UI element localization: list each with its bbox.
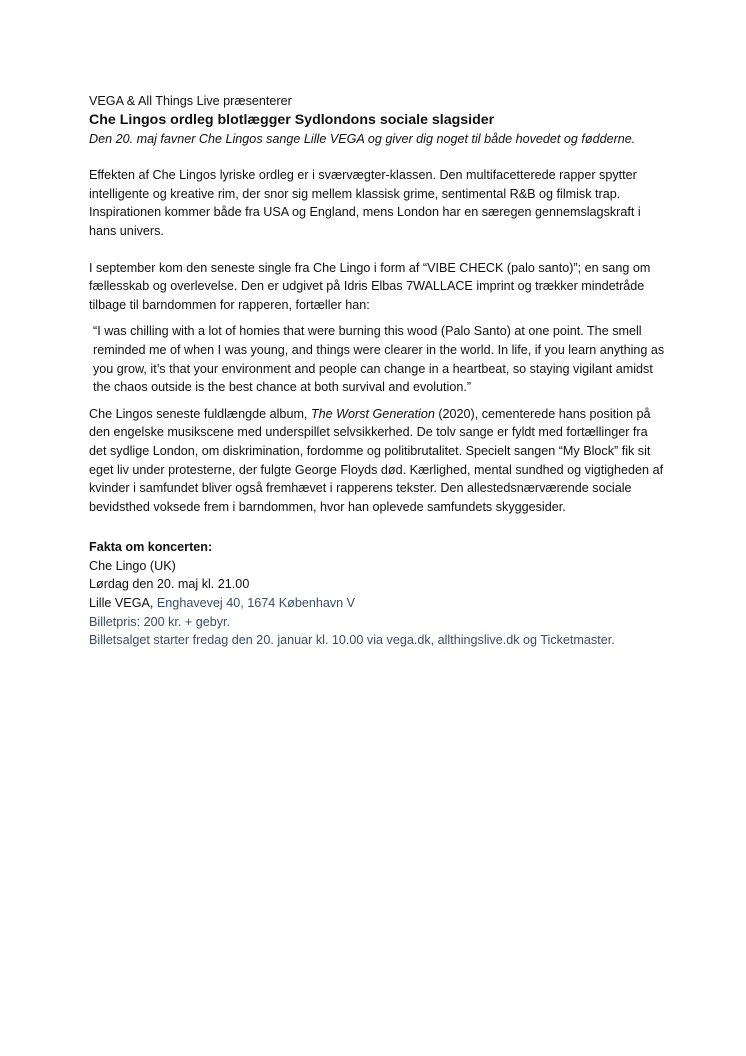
- document-page: [89, 92, 667, 650]
- fact-date: Lørdag den 20. maj kl. 21.00: [89, 577, 250, 592]
- album-title: The Worst Generation: [310, 406, 435, 421]
- paragraph-single: I september kom den seneste single fra Che Lingo i form af “VIBE CHECK (palo santo)”; en sang om fællesskab og overlevelse. Den er udgivet på Idris Elbas 7WALLACE imprint og trækker mindetråde tilbage til barndommen for rapperen, fortæller han:: [89, 260, 651, 312]
- headline: Che Lingos ordleg blotlægger Sydlondons sociale slagsider: [89, 111, 495, 128]
- fact-venue-name: Lille VEGA,: [89, 596, 157, 611]
- fact-ticket-sale: Billetsalget starter fredag den 20. januar kl. 10.00 via vega.dk, allthingslive.dk og Ticketmaster.: [89, 633, 615, 648]
- subheadline: Den 20. maj favner Che Lingos sange Lille VEGA og giver dig noget til både hovedet og fødderne.: [89, 131, 636, 146]
- paragraph-album: [89, 405, 667, 517]
- fact-address: Enghavevej 40, 1674 København V: [156, 596, 356, 611]
- artist-quote: “I was chilling with a lot of homies that were burning this wood (Palo Santo) at one point. The smell reminded me of when I was young, and things were clearer in the world. In life, if you learn anything as you grow, it’s that your environment and people can change in a heartbeat, so staying vigilant amidst the chaos outside is the best chance at both survival and evolution.”: [93, 324, 665, 395]
- paragraph-album-before: Che Lingos seneste fuldlængde album,: [89, 406, 311, 421]
- paragraph-intro: Effekten af Che Lingos lyriske ordleg er i sværvægter-klassen. Den multifacetterede rapper spytter intelligente og kreative rim, der snor sig mellem klassisk grime, sentimental R&B og filmisk trap. Inspirationen kommer både fra USA og England, mens London har en særegen gennemslagskraft i hans univers.: [89, 168, 641, 238]
- fact-artist: Che Lingo (UK): [89, 558, 176, 573]
- presenter-line: VEGA & All Things Live præsenterer: [89, 94, 292, 108]
- facts-title: Fakta om koncerten:: [89, 540, 213, 555]
- fact-venue: [89, 594, 667, 613]
- fact-price: Billetpris: 200 kr. + gebyr.: [89, 614, 231, 629]
- paragraph-album-after: (2020), cementerede hans position på den engelske musikscene med underspillet selvsikkerhed. De tolv sange er fyldt med fortællinger fra det sydlige London, om diskrimination, fordomme og politibrutalitet. Specielt sangen “My Block” fik sit eget liv under protesterne, der fulgte George Floyds død. Kærlighed, mental sundhed og vigtigheden af kvinder i samfundet bliver også fremhævet i rapperens tekster. Den allestedsnærværende sociale bevidsthed voksede frem i barndommen, hvor han oplevede samfundets skyggesider.: [89, 406, 664, 514]
